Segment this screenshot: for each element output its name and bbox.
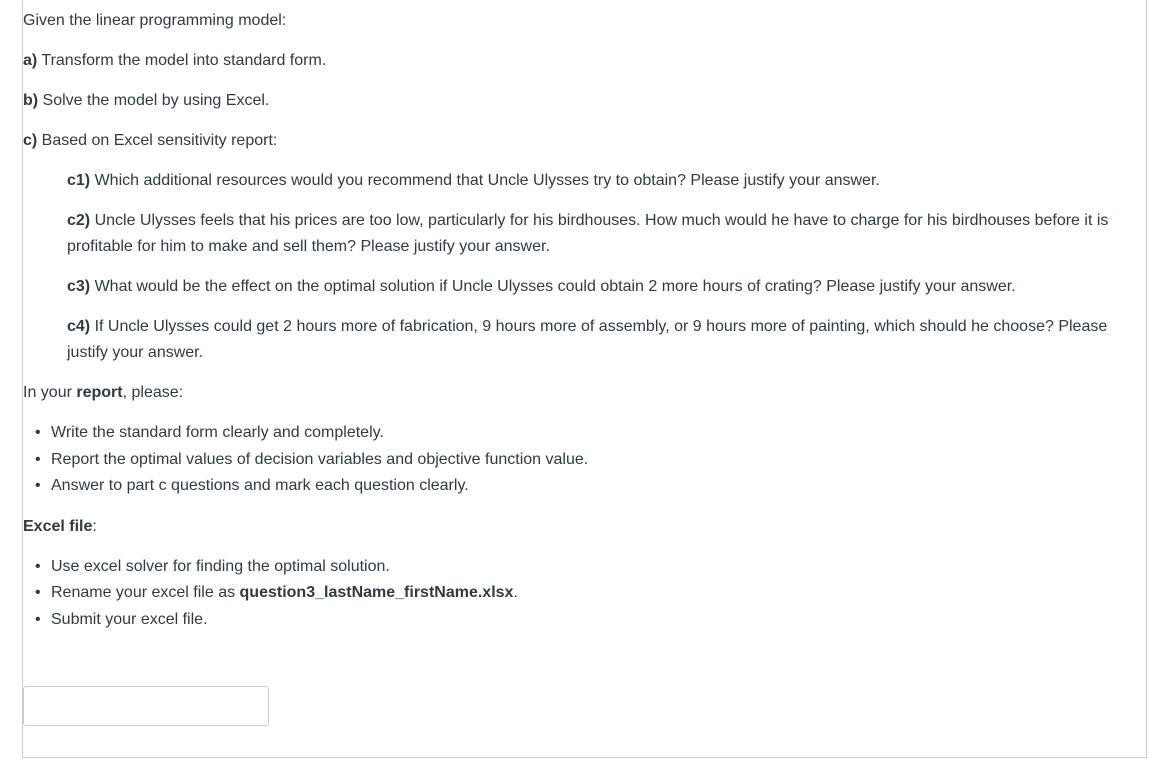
list-item-text: Write the standard form clearly and completely. [51, 424, 384, 441]
subpart-c1 [67, 168, 1113, 194]
part-text: Transform the model into standard form. [37, 52, 327, 69]
list-item-text: Answer to part c questions and mark each question clearly. [51, 477, 469, 494]
intro-text: Given the linear programming model: [23, 12, 287, 29]
list-item [35, 473, 1113, 500]
list-item-suffix: . [513, 584, 518, 601]
report-suffix: , please: [122, 384, 184, 401]
report-prefix: In your [23, 384, 77, 401]
bullet-icon: • [35, 450, 41, 468]
subpart-c4 [67, 314, 1113, 366]
subpart-c3 [67, 274, 1113, 300]
report-bold: report [76, 384, 123, 401]
list-item-text: Submit your excel file. [51, 610, 208, 628]
excel-heading [23, 514, 1113, 540]
filename-text: question3_lastName_firstName.xlsx [239, 584, 514, 601]
subpart-label: c3) [67, 278, 91, 295]
list-item [35, 607, 1113, 634]
part-text: Solve the model by using Excel. [38, 92, 270, 109]
excel-heading-bold: Excel file [23, 517, 93, 535]
subpart-text: If Uncle Ulysses could get 2 hours more of fabrication, 9 hours more of assembly, or 9 hours more of painting, which should he choose? Please justify your answer. [67, 318, 1108, 361]
bullet-icon: • [35, 557, 41, 575]
list-item-text: Rename your excel file as [51, 584, 240, 601]
list-item [35, 580, 1113, 607]
part-label: b) [23, 92, 39, 109]
subpart-c2 [67, 208, 1113, 260]
list-item [35, 447, 1113, 474]
part-label: a) [23, 52, 38, 69]
answer-input[interactable] [23, 686, 269, 726]
subpart-label: c2) [67, 212, 91, 229]
part-b [23, 88, 1113, 114]
report-heading [23, 380, 1113, 406]
bullet-icon: • [35, 424, 41, 441]
part-text: Based on Excel sensitivity report: [37, 132, 278, 149]
list-item [35, 554, 1113, 581]
bullet-icon: • [35, 610, 41, 628]
part-a [23, 48, 1113, 74]
bullet-icon: • [35, 477, 41, 494]
list-item-text: Use excel solver for finding the optimal solution. [51, 557, 390, 575]
list-item [35, 420, 1113, 447]
part-c [23, 128, 1113, 154]
subpart-text: Which additional resources would you recommend that Uncle Ulysses try to obtain? Please justify your answer. [90, 172, 880, 189]
question-content [23, 8, 1113, 647]
subpart-text: What would be the effect on the optimal solution if Uncle Ulysses could obtain 2 more hours of crating? Please justify your answer. [90, 278, 1016, 295]
list-item-text: Report the optimal values of decision variables and objective function value. [51, 450, 589, 468]
subpart-text: Uncle Ulysses feels that his prices are too low, particularly for his birdhouses. How much would he have to charge for his birdhouses before it is profitable for him to make and sell them? Please justify your answer. [67, 212, 1109, 255]
bullet-icon: • [35, 584, 41, 601]
subpart-label: c4) [67, 318, 91, 335]
part-label: c) [23, 132, 38, 149]
excel-list [23, 554, 1113, 634]
excel-heading-suffix: : [92, 517, 97, 535]
report-list [23, 420, 1113, 500]
subpart-label: c1) [67, 172, 91, 189]
